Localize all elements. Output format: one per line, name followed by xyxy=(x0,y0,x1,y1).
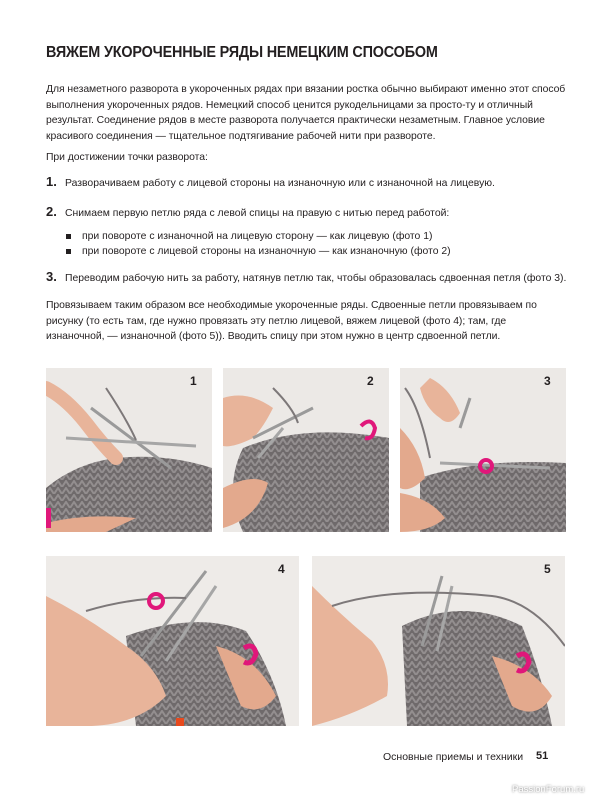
step-text: Снимаем первую петлю ряда с левой спицы на правую с нитью перед работой: xyxy=(65,208,450,219)
photo-4 xyxy=(46,556,299,726)
bullet-text: при повороте с изнаночной на лицевую сторону — как лицевую (фото 1) xyxy=(82,231,433,242)
photo-number: 5 xyxy=(544,562,551,576)
photo-number: 3 xyxy=(544,374,551,388)
photo-number: 1 xyxy=(190,374,197,388)
step-text: Переводим рабочую нить за работу, натянув петлю так, чтобы образовалась сдвоенная петля (фото 3). xyxy=(65,273,567,284)
lead-paragraph: При достижении точки разворота: xyxy=(46,152,208,163)
step-number: 1. xyxy=(46,174,57,189)
step-number: 2. xyxy=(46,204,57,219)
page-title: ВЯЖЕМ УКОРОЧЕННЫЕ РЯДЫ НЕМЕЦКИМ СПОСОБОМ xyxy=(46,44,438,61)
step-text: Разворачиваем работу с лицевой стороны на изнаночную или с изнаночной на лицевую. xyxy=(65,178,495,189)
photo-number: 4 xyxy=(278,562,285,576)
bullet-square-icon xyxy=(66,249,71,254)
footer-section-title: Основные приемы и техники xyxy=(383,751,524,763)
photo-number: 2 xyxy=(367,374,374,388)
bullet-text: при повороте с лицевой стороны на изнаночную — как изнаночную (фото 2) xyxy=(82,246,451,257)
photo-1 xyxy=(46,368,212,532)
step-number: 3. xyxy=(46,269,57,284)
photo-3 xyxy=(400,368,566,532)
page-number: 51 xyxy=(536,750,549,762)
photo-2 xyxy=(223,368,389,532)
outro-paragraph: Провязываем таким образом все необходимые укороченные ряды. Сдвоенные петли провязываем по рисунку (то есть там, где нужно провязать эту петлю лицевой, вяжем лицевой (фото 4); там, где изнаночной, — изнаночной (фото 5)). Вводить спицу при этом нужно в центр сдвоенной петли. xyxy=(46,300,537,342)
intro-paragraph: Для незаметного разворота в укороченных рядах при вязании ростка обычно выбирают именно этот способ выполнения укороченных рядов. Немецкий способ ценится рукодельницами за просто-ту и отличный результат. Соединение рядов в месте разворота получается практически незаметным. Главное условие красивого соединения — тщательное подтягивание рабочей нити при развороте. xyxy=(46,84,566,142)
photo-5 xyxy=(312,556,565,726)
bullet-square-icon xyxy=(66,234,71,239)
watermark: PassionForum.ru xyxy=(512,784,585,795)
